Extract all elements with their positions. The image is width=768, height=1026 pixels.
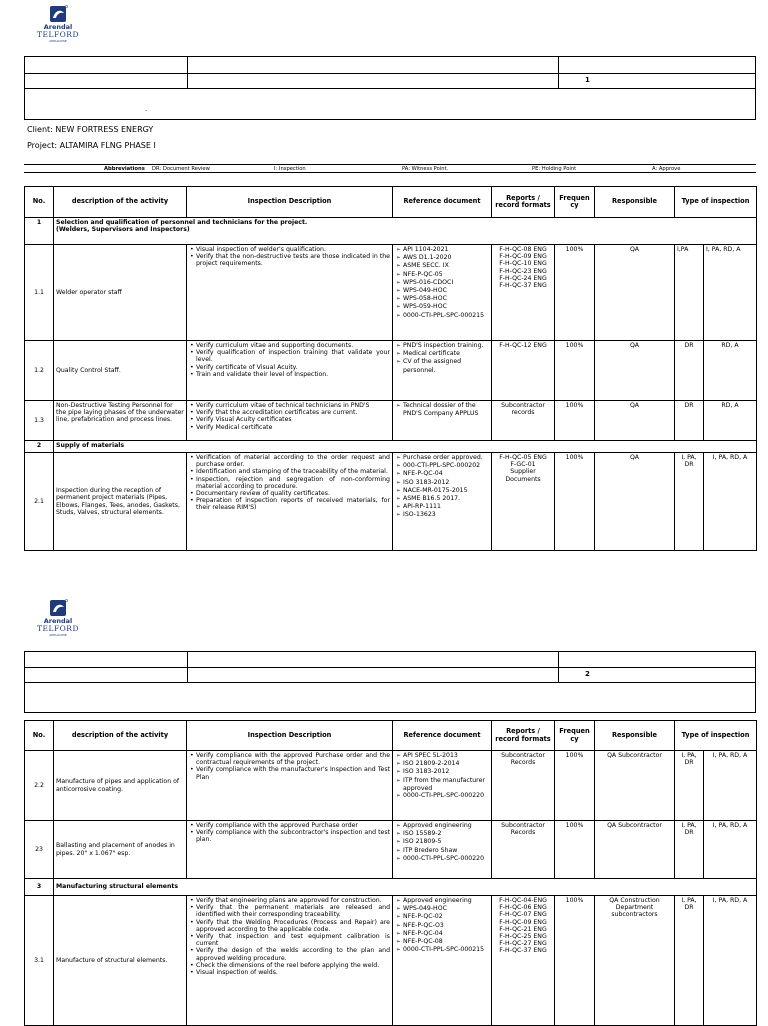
col-responsible: Responsible — [595, 187, 675, 218]
list-item: ➢ API SPEC 5L-2013 — [395, 752, 489, 760]
list-item: • Verify curriculum vitae and supporting documents. — [189, 342, 390, 349]
row-number: 3.1 — [25, 896, 54, 1026]
row-number: 23 — [25, 821, 54, 879]
logo-brand-sub: APPALOOSE — [49, 633, 67, 637]
row-type-a: DR — [675, 401, 704, 441]
list-item: • Verify certificate of Visual Acuity. — [189, 364, 390, 371]
row-frequency: 100% — [555, 245, 595, 341]
row-frequency: 100% — [555, 401, 595, 441]
list-item: ➢ ISO 21809-2-2014 — [395, 760, 489, 768]
list-item: ➢ ISO 15589-2 — [395, 830, 489, 838]
row-reference — [393, 401, 492, 441]
table-row — [25, 821, 757, 879]
section-row — [25, 441, 757, 453]
list-item: ➢ API 1104-2021 — [395, 246, 489, 254]
list-item: ➢ 0000-CTI-PPL-SPC-000220 — [395, 855, 489, 863]
list-item: ➢ 0000-CTI-PPL-SPC-000215 — [395, 312, 489, 320]
list-item: • Verify curriculum vitae of technical technicians in PND'S — [189, 402, 390, 409]
logo-brand-main: TELFORD — [37, 624, 79, 633]
list-item: • Check the dimensions of the reel before applying the weld. — [189, 962, 390, 969]
table-row — [25, 453, 757, 551]
document-header-box — [24, 651, 756, 713]
list-item: F-H-QC-10 ENG — [499, 260, 547, 268]
row-reports: F-H-QC-12 ENG — [492, 341, 555, 401]
col-inspection: Inspection Description — [187, 187, 393, 218]
col-responsible: Responsible — [595, 721, 675, 751]
list-item: ➢ CV of the assigned personnel. — [395, 358, 489, 373]
row-reports — [492, 896, 555, 1026]
project-label: Project: — [27, 141, 58, 150]
list-item: • Documentary review of quality certificates. — [189, 490, 390, 497]
table-row — [25, 341, 757, 401]
list-item: • Verify compliance with the subcontractor's inspection and test plan. — [189, 829, 390, 843]
col-type: Type of inspection — [675, 721, 757, 751]
table-header-row — [25, 187, 757, 218]
list-item: ➢ PND'S inspection training. — [395, 342, 489, 350]
inspection-table-page2 — [24, 720, 757, 1026]
col-type: Type of inspection — [675, 187, 757, 218]
list-item: F-H-QC-09 ENG — [499, 253, 547, 261]
row-frequency: 100% — [555, 453, 595, 551]
list-item: F-H-QC-06 ENG — [499, 904, 547, 912]
row-reference — [393, 245, 492, 341]
abbreviations-bar — [24, 164, 756, 173]
abbr-pa: PA: Witness Point. — [402, 166, 449, 172]
row-reports: Subcontractor records — [492, 401, 555, 441]
list-item: F-H-QC-37 ENG — [499, 947, 547, 955]
row-inspection — [187, 245, 393, 341]
row-type-b: I, PA, RD, A — [704, 453, 757, 551]
list-item: F-H-QC-25 ENG — [499, 933, 547, 941]
header-dot: . — [145, 105, 148, 113]
section-title-line: Selection and qualification of personnel and technicians for the project. — [56, 219, 308, 226]
list-item: F-H-QC-23 ENG — [499, 267, 547, 275]
logo-brand-main: TELFORD — [37, 30, 79, 39]
col-frequency: Frequen cy — [555, 187, 595, 218]
row-frequency: 100% — [555, 896, 595, 1026]
section-title — [54, 218, 757, 245]
row-type-b: I, PA, RD, A — [704, 751, 757, 821]
logo-brand-top: Arendal — [43, 23, 73, 31]
row-number: 2.1 — [25, 453, 54, 551]
row-activity: Welder operator staff — [54, 245, 187, 341]
list-item: F-H-QC-24 ENG — [499, 274, 547, 282]
list-item: • Train and validate their level of Inspection. — [189, 371, 390, 378]
row-reference — [393, 821, 492, 879]
client-label: Client: — [27, 125, 53, 134]
row-type-b: I, PA, RD, A — [704, 821, 757, 879]
client-line — [27, 125, 153, 134]
company-logo — [28, 4, 88, 43]
list-item: • Verify compliance with the manufacturer's Inspection and Test Plan — [189, 766, 390, 780]
list-item: ➢ NFE-P-QC-02 — [395, 913, 489, 921]
col-no: No. — [25, 187, 54, 218]
list-item: ➢ ISO 3183-2012 — [395, 768, 489, 776]
list-item: ➢ ISO 3183-2012 — [395, 479, 489, 487]
list-item: • Verify Visual Acuity certificates — [189, 416, 390, 423]
row-responsible: QA — [595, 341, 675, 401]
list-item: • Verify that the accreditation certificates are current. — [189, 409, 390, 416]
row-responsible: QA Construction Department subcontractors — [595, 896, 675, 1026]
list-item: • Verify compliance with the approved Purchase order — [189, 822, 390, 829]
row-reports — [492, 245, 555, 341]
row-responsible: QA Subcontractor — [595, 821, 675, 879]
list-item: • Verify qualification of inspection training that validate your level. — [189, 349, 390, 363]
row-number: 1.1 — [25, 245, 54, 341]
page-number: 1 — [585, 76, 590, 84]
logo-brand-top: Arendal — [43, 617, 73, 625]
row-responsible: QA — [595, 245, 675, 341]
row-inspection — [187, 401, 393, 441]
col-inspection: Inspection Description — [187, 721, 393, 751]
list-item: • Verify that inspection and test equipment calibration is current — [189, 933, 390, 947]
section-title: Supply of materials — [54, 441, 757, 453]
list-item: ➢ Approved engineering — [395, 897, 489, 905]
col-activity: description of the activity — [54, 187, 187, 218]
row-type-a: I, PA, DR — [675, 896, 704, 1026]
col-no: No. — [25, 721, 54, 751]
row-responsible: QA Subcontractor — [595, 751, 675, 821]
row-number: 1.2 — [25, 341, 54, 401]
list-item: • Identification and stamping of the traceability of the material. — [189, 468, 390, 475]
row-responsible: QA — [595, 453, 675, 551]
document-header-box — [24, 56, 756, 120]
company-logo — [28, 598, 88, 637]
list-item: ➢ 0000-CTI-PPL-SPC-000220 — [395, 792, 489, 800]
list-item: • Preparation of inspection reports of received materials, for their release RIM'S) — [189, 497, 390, 511]
section-title-line: (Welders, Supervisors and Inspectors) — [56, 226, 190, 234]
list-item: Supplier Documents — [505, 468, 541, 483]
row-type-a: I, PA, DR — [675, 821, 704, 879]
row-activity: Ballasting and placement of anodes in pipes. 20" x 1.067" esp. — [54, 821, 187, 879]
list-item: • Verify that engineering plans are approved for construction. — [189, 897, 390, 904]
row-responsible: QA — [595, 401, 675, 441]
list-item: F-H-QC-37 ENG — [499, 282, 547, 290]
row-reference — [393, 453, 492, 551]
table-row — [25, 245, 757, 341]
table-row — [25, 896, 757, 1026]
list-item: ➢ ASME B16.5 2017. — [395, 495, 489, 503]
row-activity: Manufacture of pipes and application of anticorrosive coating. — [54, 751, 187, 821]
list-item: F-GC-01 — [510, 461, 536, 469]
row-frequency: 100% — [555, 341, 595, 401]
row-type-b: I, PA, RD, A — [704, 245, 757, 341]
list-item: ➢ 000-CTI-PPL-SPC-000202 — [395, 462, 489, 470]
row-inspection — [187, 751, 393, 821]
row-type-a: I, PA, DR — [675, 751, 704, 821]
list-item: F-H-QC-27 ENG — [499, 940, 547, 948]
col-activity: description of the activity — [54, 721, 187, 751]
list-item: • Verify Medical certificate — [189, 424, 390, 431]
client-value: NEW FORTRESS ENERGY — [55, 125, 154, 134]
row-inspection — [187, 453, 393, 551]
section-row — [25, 218, 757, 245]
list-item: • Verify compliance with the approved Purchase order and the contractual requirements of the project. — [189, 752, 390, 766]
col-reports: Reports / record formats — [492, 721, 555, 751]
logo-emblem-icon — [47, 4, 69, 24]
list-item: F-H-QC-04-ENG — [499, 897, 547, 904]
list-item: ➢ ISO-13623 — [395, 511, 489, 519]
list-item: F-H-QC-07 ENG — [499, 911, 547, 919]
row-activity: Manufacture of structural elements. — [54, 896, 187, 1026]
row-type-a: I, PA, DR — [675, 453, 704, 551]
list-item: • Inspection, rejection and segregation of non-conforming material according to procedure. — [189, 476, 390, 490]
section-number: 1 — [25, 218, 54, 245]
list-item: ➢ NFE-P-QC-O3 — [395, 922, 489, 930]
list-item: • Visual inspection of welds. — [189, 969, 390, 976]
abbreviations-title: Abbreviations — [104, 166, 145, 172]
row-number: 2.2 — [25, 751, 54, 821]
list-item: F-H-QC-21 ENG — [499, 925, 547, 933]
abbr-i: I: Inspection — [274, 166, 306, 172]
list-item: ➢ ITP from the manufacturer approved — [395, 777, 489, 792]
table-header-row — [25, 721, 757, 751]
list-item: • Visual inspection of welder's qualification. — [189, 246, 390, 253]
row-inspection — [187, 896, 393, 1026]
list-item: ➢ Technical dossier of the PND'S Company APPLUS — [395, 402, 489, 417]
row-frequency: 100% — [555, 751, 595, 821]
col-reference: Reference document — [393, 721, 492, 751]
section-title: Manufacturing structural elements — [54, 879, 757, 896]
row-reference — [393, 341, 492, 401]
list-item: F-H-QC-09 ENG — [499, 918, 547, 926]
col-reference: Reference document — [393, 187, 492, 218]
row-inspection — [187, 341, 393, 401]
list-item: ➢ WPS-049-HOC — [395, 905, 489, 913]
col-frequency: Frequen cy — [555, 721, 595, 751]
abbr-pe: PE: Holding Point — [532, 166, 577, 172]
project-line — [27, 141, 156, 150]
row-type-b: I, PA, RD, A — [704, 896, 757, 1026]
list-item: F-H-QC-08 ENG — [499, 246, 547, 253]
row-type-b: RD, A — [704, 341, 757, 401]
list-item: ➢ WPS-049-HOC — [395, 287, 489, 295]
list-item: • Verify that the Welding Procedures (Process and Repair) are approved according to the applicable code. — [189, 919, 390, 933]
logo-emblem-icon — [47, 598, 69, 618]
section-number: 2 — [25, 441, 54, 453]
row-reports: Subcontractor Records — [492, 751, 555, 821]
list-item: ➢ ITP Bredero Shaw — [395, 847, 489, 855]
inspection-table-page1 — [24, 186, 757, 551]
list-item: • Verify the design of the welds according to the plan and approved welding procedure. — [189, 947, 390, 961]
row-reports: Subcontractor Records — [492, 821, 555, 879]
page-number: 2 — [585, 670, 590, 678]
list-item: ➢ NACE-MR-0175-2015 — [395, 487, 489, 495]
row-frequency: 100% — [555, 821, 595, 879]
abbr-dr: DR: Document Review — [152, 166, 210, 172]
logo-brand-sub: APPALOOSE — [49, 39, 67, 43]
table-row — [25, 401, 757, 441]
list-item: • Verification of material according to the order request and purchase order. — [189, 454, 390, 468]
list-item: ➢ WPS-058-HOC — [395, 295, 489, 303]
list-item: ➢ NFE-P-QC-08 — [395, 938, 489, 946]
list-item: ➢ WPS-059-HOC — [395, 303, 489, 311]
project-value: ALTAMIRA FLNG PHASE I — [59, 141, 156, 150]
row-reference — [393, 751, 492, 821]
list-item: ➢ NFE-P-QC-04 — [395, 930, 489, 938]
list-item: ➢ NFE-P-QC-04 — [395, 470, 489, 478]
list-item: ➢ Purchase order approved. — [395, 454, 489, 462]
table-row — [25, 751, 757, 821]
row-type-a: I,PA — [675, 245, 704, 341]
col-reports: Reports / record formats — [492, 187, 555, 218]
row-number: 1.3 — [25, 401, 54, 441]
list-item: ➢ NFE-P-QC-05 — [395, 271, 489, 279]
list-item: ➢ Approved engineering — [395, 822, 489, 830]
row-activity: Quality Control Staff. — [54, 341, 187, 401]
row-reference — [393, 896, 492, 1026]
list-item: ➢ AWS D1.1-2020 — [395, 254, 489, 262]
row-type-a: DR — [675, 341, 704, 401]
list-item: • Verify that the permanent materials are released and identified with their corresponding traceability. — [189, 904, 390, 918]
list-item: • Verify that the non-destructive tests are those indicated in the project requirements. — [189, 253, 390, 267]
section-row — [25, 879, 757, 896]
list-item: ➢ Medical certificate — [395, 350, 489, 358]
row-type-b: RD, A — [704, 401, 757, 441]
row-activity: Inspection during the reception of permanent project materials (Pipes, Elbows, Flanges, Tees, anodes, Gaskets, Studs, Valves, structural elements. — [54, 453, 187, 551]
row-reports — [492, 453, 555, 551]
list-item: F-H-QC-05 ENG — [499, 454, 547, 461]
row-inspection — [187, 821, 393, 879]
list-item: ➢ WPS-016-CDOCI — [395, 279, 489, 287]
row-activity: Non-Destructive Testing Personnel for the pipe laying phases of the underwater line, prefabrication and process lines. — [54, 401, 187, 441]
list-item: ➢ 0000-CTI-PPL-SPC-000215 — [395, 946, 489, 954]
section-number: 3 — [25, 879, 54, 896]
abbr-a: A: Approve — [652, 166, 681, 172]
list-item: ➢ ASME SECC. IX — [395, 262, 489, 270]
list-item: ➢ API-RP-1111 — [395, 503, 489, 511]
list-item: ➢ ISO 21809-5 — [395, 838, 489, 846]
